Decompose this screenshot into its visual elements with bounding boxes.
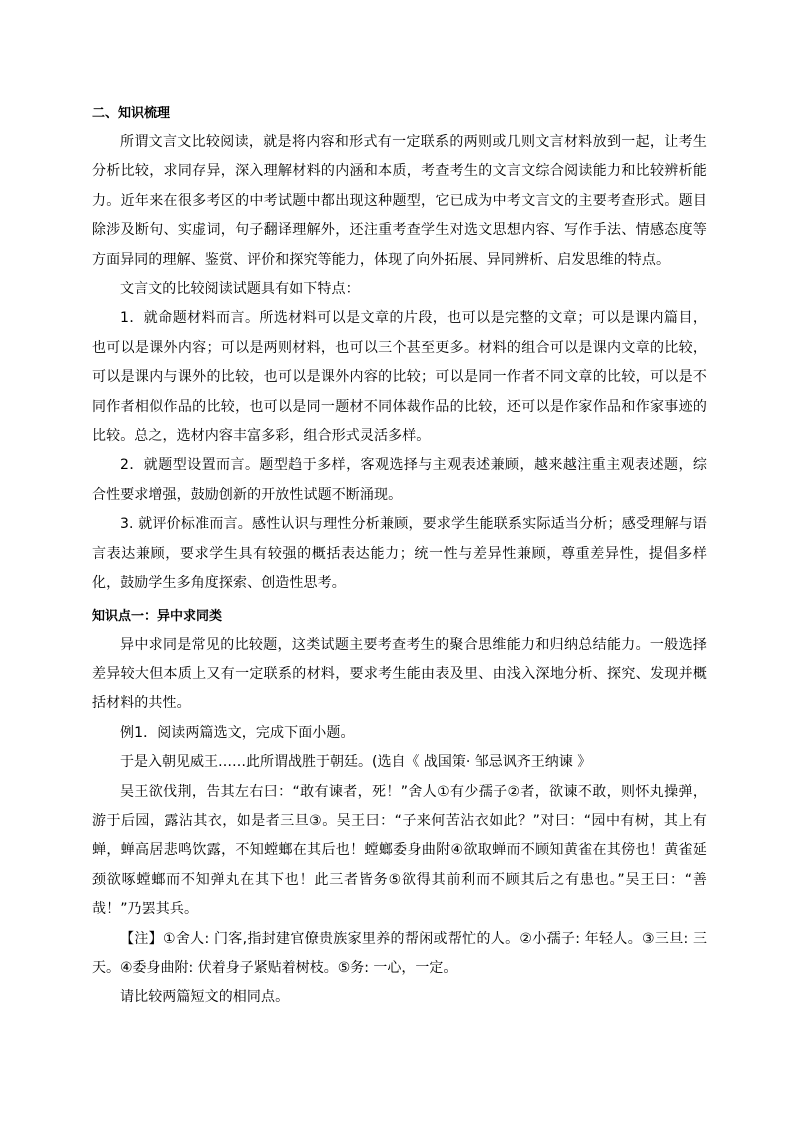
annotation-note <box>92 925 707 984</box>
intro-paragraph: 所谓文言文比较阅读，就是将内容和形式有一定联系的两则或几则文言材料放到一起，让考生分析比较，求同存异，深入理解材料的内涵和本质，考查考生的文言文综合阅读能力和比较辨析能力。近年来在很多考区的中考试题中都出现这种题型，它已成为中考文言文的主要考查形式。题目除涉及断句、实虚词，句子翻译理解外，还注重考查学生对选文思想内容、写作手法、情感态度等方面异同的理解、鉴赏、评价和探究等能力，体现了向外拓展、异同辨析、启发思维的特点。 <box>92 134 707 268</box>
knowledge-point-title: 知识点一：异中求同类 <box>92 608 223 624</box>
knowledge-intro: 异中求同是常见的比较题，这类试题主要考查考生的聚合思维能力和归纳总结能力。一般选择差异较大但本质上又有一定联系的材料，要求考生能由表及里、由浅入深地分析、探究、发现并概括材料的共性。 <box>92 636 707 712</box>
excerpt-b: 吴王欲伐荆，告其左右曰：“敢有谏者，死！”舍人①有少孺子②者，欲谏不敢，则怀丸操弹，游于后园，露沾其衣，如是者三旦③。吴王曰：“子来何苦沾衣如此？”对曰：“园中有树，其上有蝉，蝉高居悲鸣饮露，不知螳螂在其后也！螳螂委身曲附④欲取蝉而不顾知黄雀在其傍也！黄雀延颈欲啄螳螂而不知弹丸在其下也！此三者皆务⑤欲得其前利而不顾其后之有患也。”吴王曰：“善哉！”乃罢其兵。 <box>92 783 707 918</box>
features-lead: 文言文的比较阅读试题具有如下特点： <box>120 281 360 298</box>
feature-point-3: 3. 就评价标准而言。感性认识与理性分析兼顾，要求学生能联系实际适当分析；感受理解与语言表达兼顾，要求学生具有较强的概括表达能力；统一性与差异性兼顾，尊重差异性，提倡多样化，鼓励学生多角度探索、创造性思考。 <box>92 516 707 592</box>
excerpt-a: 于是入朝见威王……此所谓战胜于朝廷。(选自《 战国策· 邹忌讽齐王纳谏 》 <box>120 754 592 771</box>
document-page <box>92 96 707 1013</box>
feature-point-1: 1．就命题材料而言。所选材料可以是文章的片段，也可以是完整的文章；可以是课内篇目，也可以是课外内容；可以是两则材料，也可以三个甚至更多。材料的组合可以是课内文章的比较，可以是课内与课外的比较，也可以是课外内容的比较；可以是同一作者不同文章的比较，可以是不同作者相似作品的比较，也可以是同一题材不同体裁作品的比较，还可以是作家作品和作家事迹的比较。总之，选材内容丰富多彩，组合形式灵活多样。 <box>92 310 707 445</box>
note-text: ①舍人: 门客,指封建官僚贵族家里养的帮闲或帮忙的人。②小孺子: 年轻人。③三旦: 三天。④委身曲附: 伏着身子紧贴着树枝。⑤务: 一心，一定。 <box>92 930 708 976</box>
feature-point-2: 2．就题型设置而言。题型趋于多样，客观选择与主观表述兼顾，越来越注重主观表述题，综合性要求增强，鼓励创新的开放性试题不断涌现。 <box>92 457 707 503</box>
note-label: 【注】 <box>120 930 163 947</box>
section-title: 二、知识梳理 <box>92 106 171 121</box>
example-lead: 例1．阅读两篇选文，完成下面小题。 <box>120 724 355 741</box>
question-prompt: 请比较两篇短文的相同点。 <box>120 989 290 1006</box>
